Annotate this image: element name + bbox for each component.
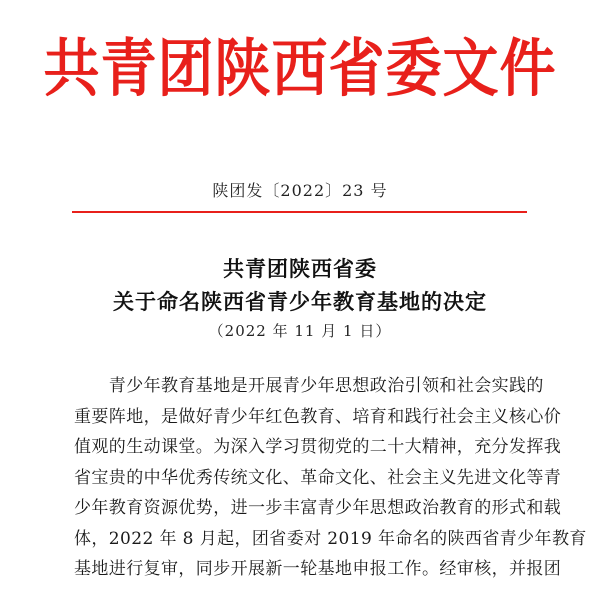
title-line-subject: 关于命名陕西省青少年教育基地的决定 <box>113 289 487 314</box>
body-line: 省宝贵的中华优秀传统文化、革命文化、社会主义先进文化等青 <box>74 467 562 488</box>
body-line: 少年教育资源优势，进一步丰富青少年思想政治教育的形式和载 <box>74 498 562 518</box>
body-line: 基地进行复审，同步开展新一轮基地申报工作。经审核，并报团 <box>74 559 562 579</box>
body-line: 青少年教育基地是开展青少年思想政治引领和社会实践的 <box>74 376 544 396</box>
document-title <box>0 252 600 318</box>
red-divider-line <box>72 211 527 213</box>
title-line-issuer: 共青团陕西省委 <box>223 256 377 281</box>
document-number: 陕团发〔2022〕23 号 <box>212 181 388 200</box>
document-body <box>74 371 587 585</box>
document-date: （2022 年 11 月 1 日） <box>208 322 392 340</box>
document-masthead: 共青团陕西省委文件 <box>43 33 557 106</box>
body-line: 重要阵地，是做好青少年红色教育、培育和践行社会主义核心价 <box>74 406 562 427</box>
body-line: 体，2022 年 8 月起，团省委对 2019 年命名的陕西省青少年教育 <box>74 528 587 549</box>
body-line: 值观的生动课堂。为深入学习贯彻党的二十大精神，充分发挥我 <box>74 437 562 457</box>
